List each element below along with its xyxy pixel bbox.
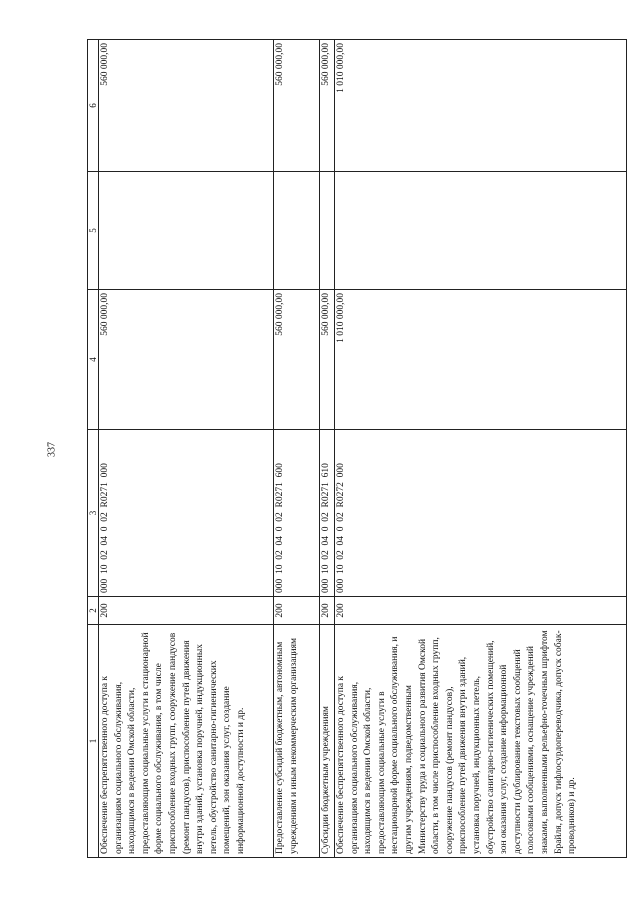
header-cell: 3 xyxy=(88,430,99,597)
row-code-2: 200 xyxy=(99,597,274,625)
row-amount-5 xyxy=(335,172,627,290)
row-code-2: 200 xyxy=(320,597,335,625)
header-cell: 1 xyxy=(88,625,99,858)
row-classification-code: 000 10 02 04 0 02 R0271 000 xyxy=(99,430,274,597)
row-name: Предоставление субсидий бюджетным, автономным учреждениям и иным некоммерческим организациям xyxy=(274,625,320,858)
header-cell: 4 xyxy=(88,290,99,430)
row-amount-5 xyxy=(320,172,335,290)
budget-table-sheet xyxy=(87,40,627,858)
rotated-table-area xyxy=(87,40,627,858)
page-number: 337 xyxy=(46,442,58,457)
header-cell: 5 xyxy=(88,172,99,290)
row-code-2: 200 xyxy=(335,597,627,625)
row-classification-code: 000 10 02 04 0 02 R0271 600 xyxy=(274,430,320,597)
row-amount-4: 1 010 000,00 xyxy=(335,290,627,430)
row-amount-5 xyxy=(274,172,320,290)
table-row xyxy=(320,40,335,858)
row-amount-6: 560 000,00 xyxy=(320,40,335,172)
table-row xyxy=(274,40,320,858)
row-name: Обеспечение беспрепятственного доступа к организациям социального обслуживания, находящимся в ведении Омской области, предоставляющим социальные услуги в стационарной форме социального обслуживания, в том числе приспособление входных групп, сооружение пандусов (ремонт пандусов), приспособление путей движения внутри зданий, установка поручней, индукционных петель, обустройство санитарно-гигиенических помещений, зон оказания услуг, создание информационной доступности и др. xyxy=(99,625,274,858)
row-name: Субсидии бюджетным учреждениям xyxy=(320,625,335,858)
row-amount-5 xyxy=(99,172,274,290)
row-amount-6: 560 000,00 xyxy=(99,40,274,172)
header-cell: 2 xyxy=(88,597,99,625)
row-name: Обеспечение беспрепятственного доступа к организациям социального обслуживания, находящимся в ведении Омской области, предоставляющим социальные услуги в нестационарной форме социального обслуживания, и другим учреждениям, подведомственным Министерству труда и социального развития Омской области, в том числе приспособление входных групп, сооружение пандусов (ремонт пандусов), приспособление путей движения внутри зданий, установка поручней, индукционных петель, обустройство санитарно-гигиенических помещений, зон оказания услуг, создание информационной доступности (дублирование текстовых сообщений голосовыми сообщениями, оснащение учреждений знаками, выполненными рельефно-точечным шрифтом Брайля, допуск тифлосурдопереводчика, допуск собак-проводников) и др. xyxy=(335,625,627,858)
header-cell: 6 xyxy=(88,40,99,172)
row-classification-code: 000 10 02 04 0 02 R0272 000 xyxy=(335,430,627,597)
budget-table xyxy=(87,39,627,858)
row-amount-6: 1 010 000,00 xyxy=(335,40,627,172)
row-code-2: 200 xyxy=(274,597,320,625)
table-row xyxy=(335,40,627,858)
row-amount-4: 560 000,00 xyxy=(274,290,320,430)
table-header-row xyxy=(88,40,99,858)
table-row xyxy=(99,40,274,858)
row-amount-4: 560 000,00 xyxy=(320,290,335,430)
row-amount-4: 560 000,00 xyxy=(99,290,274,430)
row-classification-code: 000 10 02 04 0 02 R0271 610 xyxy=(320,430,335,597)
row-amount-6: 560 000,00 xyxy=(274,40,320,172)
